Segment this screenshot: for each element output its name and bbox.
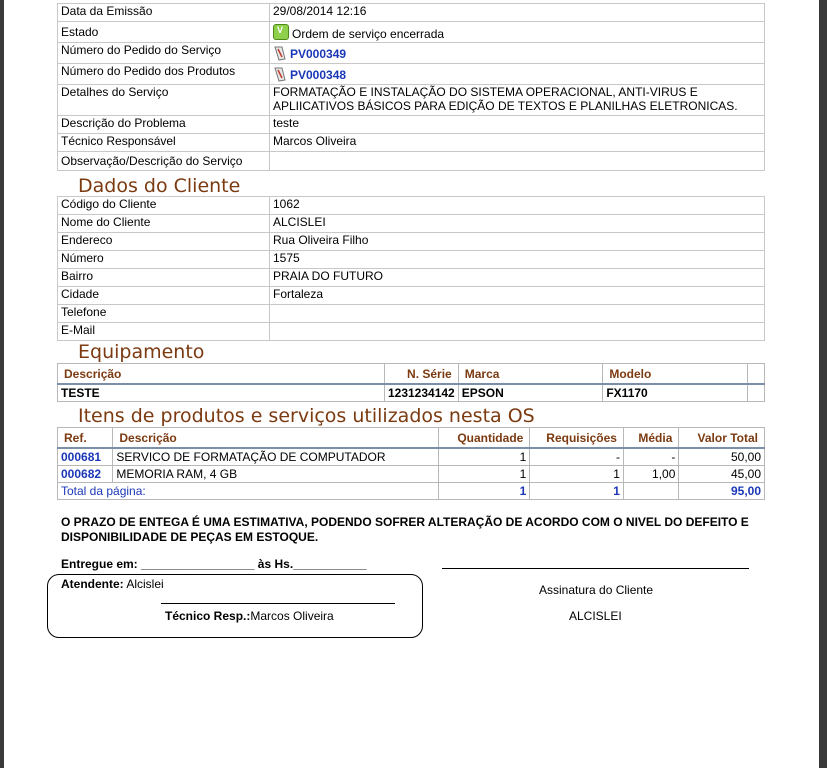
table-row (58, 64, 765, 85)
item-average: 1,00 (623, 466, 678, 483)
page-total-label: Total da página: (58, 483, 439, 500)
table-row (58, 43, 765, 64)
equipment-table (57, 363, 765, 402)
value-problem: teste (270, 116, 765, 134)
check-icon (273, 24, 289, 40)
col-empty (747, 364, 764, 385)
table-row (58, 466, 765, 483)
table-row (58, 134, 765, 152)
equipment-section-title: Equipamento (78, 341, 205, 363)
label-address: Endereco (58, 233, 270, 251)
label-email: E-Mail (58, 323, 270, 341)
table-row (58, 215, 765, 233)
item-quantity: 1 (438, 448, 530, 466)
table-row (58, 269, 765, 287)
technician-name: Marcos Oliveira (250, 609, 334, 623)
equipment-description: TESTE (58, 384, 385, 402)
item-total: 45,00 (679, 466, 765, 483)
value-address: Rua Oliveira Filho (270, 233, 765, 251)
client-signature-name: ALCISLEI (569, 609, 622, 623)
equipment-serial: 1231234142 (384, 384, 458, 402)
item-quantity: 1 (438, 466, 530, 483)
label-emission-date: Data da Emissão (58, 4, 270, 22)
attendant-name: Alcislei (126, 577, 164, 591)
item-ref[interactable]: 000681 (58, 448, 113, 466)
equipment-model: FX1170 (603, 384, 748, 402)
table-row (58, 233, 765, 251)
equipment-brand: EPSON (458, 384, 603, 402)
table-row (58, 287, 765, 305)
products-order-link[interactable]: PV000348 (290, 67, 347, 82)
value-technician: Marcos Oliveira (270, 134, 765, 152)
col-description: Descrição (58, 364, 385, 385)
col-description: Descrição (113, 428, 438, 449)
label-observation: Observação/Descrição do Serviço (58, 152, 270, 171)
table-row (58, 116, 765, 134)
col-brand: Marca (458, 364, 603, 385)
label-client-code: Código do Cliente (58, 197, 270, 215)
label-technician: Técnico Responsável (58, 134, 270, 152)
table-row (58, 22, 765, 43)
item-ref[interactable]: 000682 (58, 466, 113, 483)
col-total: Valor Total (679, 428, 765, 449)
value-client-code: 1062 (270, 197, 765, 215)
value-email (270, 323, 765, 341)
item-description: SERVICO DE FORMATAÇÃO DE COMPUTADOR (113, 448, 438, 466)
client-signature-line (442, 568, 749, 569)
label-client-name: Nome do Cliente (58, 215, 270, 233)
page-total-value: 95,00 (679, 483, 765, 500)
label-city: Cidade (58, 287, 270, 305)
table-row (58, 4, 765, 22)
col-quantity: Quantidade (438, 428, 530, 449)
label-products-order: Número do Pedido dos Produtos (58, 64, 270, 85)
page-total-requisitions: 1 (530, 483, 624, 500)
col-ref: Ref. (58, 428, 113, 449)
technician-signature-line (161, 603, 395, 604)
table-row (58, 323, 765, 341)
value-status: Ordem de serviço encerrada (292, 26, 445, 41)
delivery-line: Entregue em: _________________ às Hs.___________ (61, 557, 367, 571)
client-info-table (57, 196, 765, 341)
client-signature-label: Assinatura do Cliente (539, 583, 654, 597)
technician-label: Técnico Resp.: (165, 609, 251, 623)
table-header-row (58, 364, 765, 385)
col-average: Média (623, 428, 678, 449)
table-row (58, 305, 765, 323)
table-footer-row (58, 483, 765, 500)
table-row (58, 448, 765, 466)
table-row (58, 152, 765, 171)
value-observation (270, 152, 765, 171)
table-header-row (58, 428, 765, 449)
attendant-box (47, 574, 423, 638)
items-section-title: Itens de produtos e serviços utilizados nesta OS (78, 405, 535, 427)
col-requisitions: Requisições (530, 428, 624, 449)
delivery-notice: O PRAZO DE ENTEGA É UMA ESTIMATIVA, PODENDO SOFRER ALTERAÇÃO DE ACORDO COM O NIVEL DO DEFEITO E DISPONIBILIDADE DE PEÇAS EM ESTOQUE. (61, 515, 749, 544)
table-row (58, 251, 765, 269)
attendant-label: Atendente: (61, 577, 124, 591)
label-neighborhood: Bairro (58, 269, 270, 287)
service-order-link[interactable]: PV000349 (290, 46, 347, 61)
label-phone: Telefone (58, 305, 270, 323)
value-phone (270, 305, 765, 323)
value-service-details: FORMATAÇÃO E INSTALAÇÃO DO SISTEMA OPERACIONAL, ANTI-VIRUS E APLIICATIVOS BÁSICOS PARA EDIÇÃO DE TEXTOS E PLANILHAS ELETRONICAS. (270, 85, 765, 116)
label-status: Estado (58, 22, 270, 43)
table-row (58, 197, 765, 215)
item-total: 50,00 (679, 448, 765, 466)
tag-icon (273, 46, 286, 61)
table-row (58, 384, 765, 402)
label-problem: Descrição do Problema (58, 116, 270, 134)
page-total-quantity: 1 (438, 483, 530, 500)
client-section-title: Dados do Cliente (78, 175, 241, 197)
value-number: 1575 (270, 251, 765, 269)
item-requisitions: 1 (530, 466, 624, 483)
col-serial: N. Série (384, 364, 458, 385)
value-emission-date: 29/08/2014 12:16 (270, 4, 765, 22)
label-number: Número (58, 251, 270, 269)
col-model: Modelo (603, 364, 748, 385)
items-table (57, 427, 765, 500)
tag-icon (273, 67, 286, 82)
value-city: Fortaleza (270, 287, 765, 305)
service-info-table (57, 3, 765, 171)
document-page (4, 0, 819, 768)
value-client-name: ALCISLEI (270, 215, 765, 233)
label-service-details: Detalhes do Serviço (58, 85, 270, 116)
value-neighborhood: PRAIA DO FUTURO (270, 269, 765, 287)
item-average: - (623, 448, 678, 466)
item-requisitions: - (530, 448, 624, 466)
table-row (58, 85, 765, 116)
item-description: MEMORIA RAM, 4 GB (113, 466, 438, 483)
label-service-order: Número do Pedido do Serviço (58, 43, 270, 64)
